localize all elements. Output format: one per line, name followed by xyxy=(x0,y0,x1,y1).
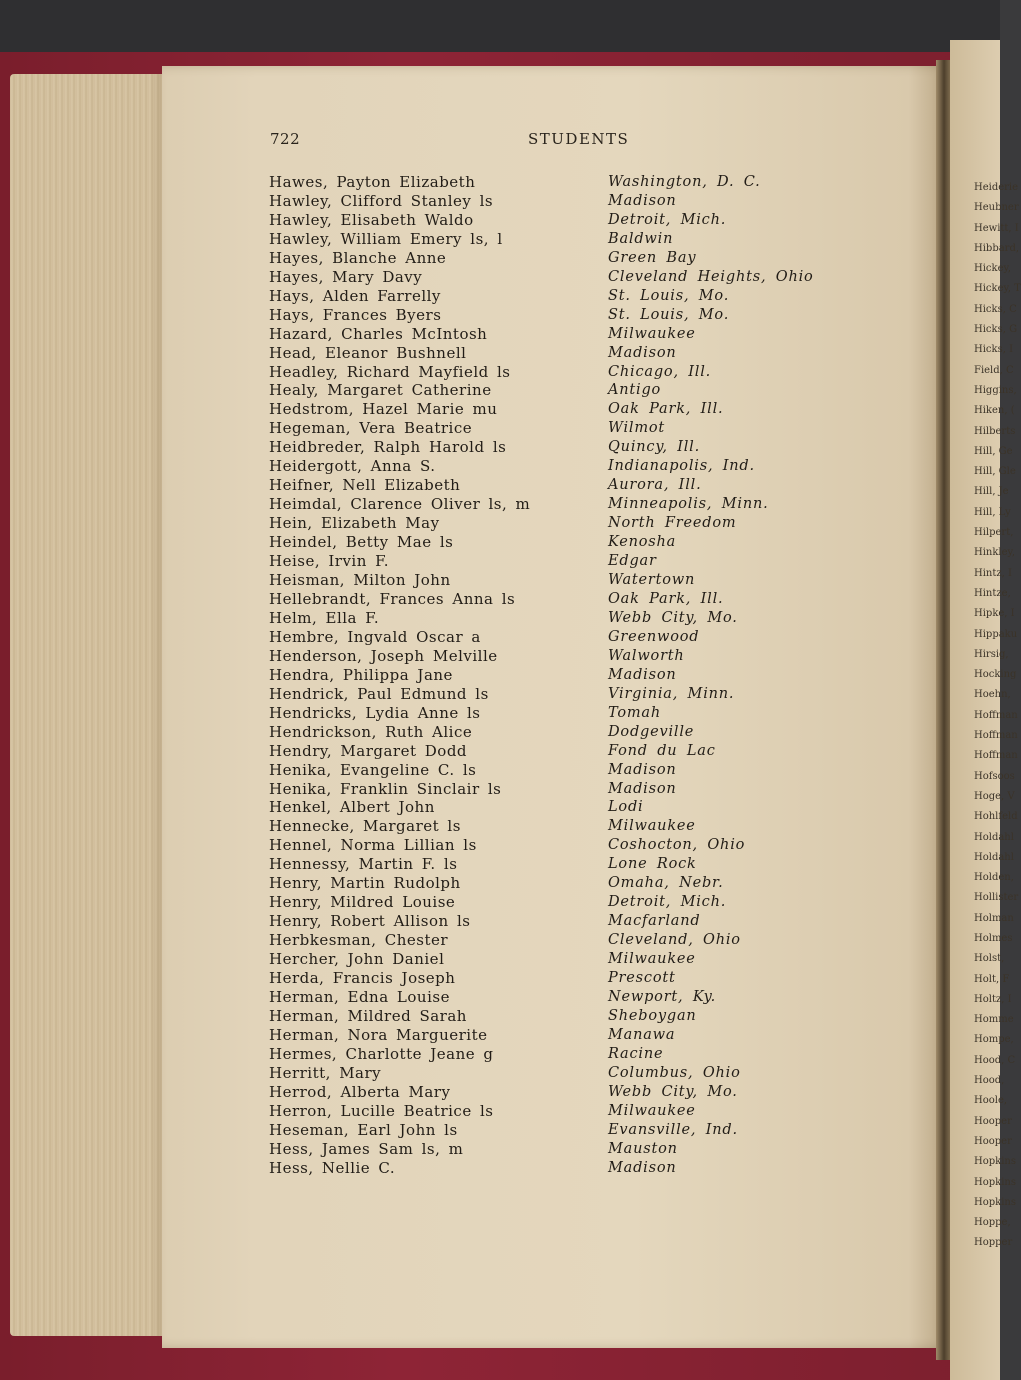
facing-page-line: Hicks, C xyxy=(974,303,1017,315)
student-name: Hendry, Margaret Dodd xyxy=(269,741,468,760)
student-hometown: Dodgeville xyxy=(608,723,695,740)
student-name: Henderson, Joseph Melville xyxy=(269,646,498,665)
facing-page-line: Holt, F xyxy=(974,973,1010,985)
student-hometown: Quincy, Ill. xyxy=(608,439,701,456)
student-name: Heidergott, Anna S. xyxy=(269,457,436,476)
student-entry xyxy=(269,780,869,799)
student-name: Heise, Irvin F. xyxy=(269,552,390,571)
student-entry xyxy=(269,1064,869,1083)
student-hometown: Cleveland Heights, Ohio xyxy=(608,268,814,285)
student-hometown: Manawa xyxy=(608,1026,676,1043)
student-hometown: Detroit, Mich. xyxy=(608,894,727,911)
student-hometown: St. Louis, Mo. xyxy=(608,287,730,304)
student-hometown: Wilmot xyxy=(608,420,666,437)
student-entry xyxy=(269,249,869,268)
student-hometown: Baldwin xyxy=(608,230,674,247)
student-name: Henkel, Albert John xyxy=(269,798,435,817)
student-name: Hawes, Payton Elizabeth xyxy=(269,173,476,191)
student-name: Hedstrom, Hazel Marie mu xyxy=(269,400,498,419)
background xyxy=(0,0,1000,60)
student-name: Heimdal, Clarence Oliver ls, m xyxy=(269,495,531,514)
student-name: Hawley, Elisabeth Waldo xyxy=(269,210,474,229)
student-name: Henika, Evangeline C. ls xyxy=(269,760,477,779)
student-entry xyxy=(269,893,869,912)
student-hometown: Aurora, Ill. xyxy=(608,477,702,494)
facing-page-line: Higgins, xyxy=(974,384,1017,396)
student-name: Hendricks, Lydia Anne ls xyxy=(269,703,481,722)
student-entry xyxy=(269,723,869,742)
student-entry xyxy=(269,325,869,344)
facing-page-line: Holdahl xyxy=(974,831,1014,843)
facing-page-line: Holst, xyxy=(974,953,1005,965)
student-entry xyxy=(269,798,869,817)
student-hometown: Washington, D. C. xyxy=(608,174,761,190)
facing-page-line: Hood, xyxy=(974,1075,1005,1087)
facing-page-line: Holtz, I xyxy=(974,993,1012,1005)
student-name: Headley, Richard Mayfield ls xyxy=(269,362,511,381)
student-hometown: North Freedom xyxy=(608,515,737,532)
student-hometown: Indianapolis, Ind. xyxy=(608,458,755,475)
student-hometown: Minneapolis, Minn. xyxy=(608,496,769,513)
student-name: Helm, Ella F. xyxy=(269,608,380,627)
page-title: STUDENTS xyxy=(528,130,630,148)
student-hometown: Webb City, Mo. xyxy=(608,1083,738,1100)
student-entry xyxy=(269,287,869,306)
facing-page-line: Hill, Gle xyxy=(974,466,1016,478)
student-hometown: Antigo xyxy=(608,382,662,399)
student-name: Herbkesman, Chester xyxy=(269,931,449,950)
student-hometown: Madison xyxy=(608,1159,677,1176)
facing-page-line: Hollister xyxy=(974,892,1019,904)
facing-page-line: Hill, Je xyxy=(974,486,1009,498)
student-hometown: Oak Park, Ill. xyxy=(608,590,724,607)
student-hometown: Prescott xyxy=(608,970,676,987)
facing-page-line: Hoole, xyxy=(974,1095,1008,1107)
student-hometown: Kenosha xyxy=(608,534,677,551)
facing-page-line: Hoffman xyxy=(974,709,1018,721)
student-hometown: Cleveland, Ohio xyxy=(608,932,741,949)
facing-page-line: Hoppe, xyxy=(974,1217,1011,1229)
student-entry xyxy=(269,344,869,363)
student-entry xyxy=(269,571,869,590)
facing-page-line: Hohlfeld xyxy=(974,811,1018,823)
facing-page-line: Hewitt, I xyxy=(974,222,1019,234)
student-entry xyxy=(269,817,869,836)
student-entry xyxy=(269,855,869,874)
student-entry xyxy=(269,590,869,609)
student-name: Herman, Mildred Sarah xyxy=(269,1006,467,1025)
facing-page-line: Hopkins xyxy=(974,1176,1016,1188)
student-hometown: Walworth xyxy=(608,647,685,664)
facing-page-line: Hipke, I xyxy=(974,608,1015,620)
facing-page-line: Hibbard, xyxy=(974,242,1020,254)
student-entry xyxy=(269,685,869,704)
facing-page-line: Heubner xyxy=(974,202,1019,214)
student-name: Hegeman, Vera Beatrice xyxy=(269,419,473,438)
student-entry xyxy=(269,400,869,419)
student-entry xyxy=(269,1007,869,1026)
student-name: Hayes, Mary Davy xyxy=(269,267,423,286)
facing-page-line: Hoffman xyxy=(974,750,1018,762)
student-name: Hays, Alden Farrelly xyxy=(269,286,441,305)
student-hometown: Macfarland xyxy=(608,913,701,930)
student-hometown: Mauston xyxy=(608,1140,678,1157)
student-name: Heseman, Earl John ls xyxy=(269,1120,458,1139)
facing-page-line: Hirsig, xyxy=(974,648,1009,660)
facing-page-line: Hiken, ( xyxy=(974,405,1015,417)
student-entry xyxy=(269,419,869,438)
student-name: Head, Eleanor Bushnell xyxy=(269,343,467,362)
facing-page-line: Hicks, G xyxy=(974,324,1018,336)
student-entry xyxy=(269,514,869,533)
facing-page-line: Hompe, xyxy=(974,1034,1014,1046)
student-hometown: Madison xyxy=(608,192,677,209)
student-entry xyxy=(269,1121,869,1140)
student-name: Hays, Frances Byers xyxy=(269,305,442,324)
facing-page-line: Hicks, I xyxy=(974,344,1014,356)
student-entry xyxy=(269,495,869,514)
student-entry xyxy=(269,1102,869,1121)
student-hometown: Lone Rock xyxy=(608,856,697,873)
student-name: Herman, Edna Louise xyxy=(269,987,450,1006)
student-name: Hermes, Charlotte Jeane g xyxy=(269,1044,494,1063)
student-name: Heisman, Milton John xyxy=(269,571,451,590)
student-name: Hendrickson, Ruth Alice xyxy=(269,722,473,741)
student-entry xyxy=(269,173,869,192)
student-name: Heindel, Betty Mae ls xyxy=(269,533,454,552)
student-name: Hawley, Clifford Stanley ls xyxy=(269,191,494,210)
student-hometown: Tomah xyxy=(608,704,662,721)
student-entry xyxy=(269,363,869,382)
student-name: Hess, James Sam ls, m xyxy=(269,1139,464,1158)
facing-page-line: Hooper xyxy=(974,1115,1012,1127)
facing-page-line: Hooper xyxy=(974,1135,1012,1147)
student-hometown: Milwaukee xyxy=(608,951,696,968)
student-hometown: Milwaukee xyxy=(608,325,696,342)
student-hometown: Coshocton, Ohio xyxy=(608,837,746,854)
student-name: Henry, Robert Allison ls xyxy=(269,912,471,931)
student-name: Herman, Nora Marguerite xyxy=(269,1025,488,1044)
student-entry xyxy=(269,192,869,211)
student-name: Herritt, Mary xyxy=(269,1063,382,1082)
student-entry xyxy=(269,761,869,780)
student-hometown: Chicago, Ill. xyxy=(608,363,712,380)
student-hometown: Columbus, Ohio xyxy=(608,1064,741,1081)
student-name: Henry, Mildred Louise xyxy=(269,893,456,912)
student-name: Hercher, John Daniel xyxy=(269,950,445,969)
student-hometown: Madison xyxy=(608,780,677,797)
facing-page-line: Hofsoos xyxy=(974,770,1015,782)
student-hometown: Green Bay xyxy=(608,249,697,266)
student-entry xyxy=(269,874,869,893)
student-entry xyxy=(269,950,869,969)
student-hometown: Madison xyxy=(608,344,677,361)
student-hometown: Webb City, Mo. xyxy=(608,609,738,626)
student-name: Hendrick, Paul Edmund ls xyxy=(269,684,489,703)
facing-page-line: Hickey, T xyxy=(974,283,1021,295)
facing-page-line: Hopper xyxy=(974,1237,1013,1249)
facing-page-line: Hood, C xyxy=(974,1054,1016,1066)
facing-page-line: Hoge, V xyxy=(974,790,1015,802)
student-hometown: Watertown xyxy=(608,572,696,589)
student-hometown: Milwaukee xyxy=(608,1102,696,1119)
facing-page-line: Hoehn, xyxy=(974,689,1011,701)
student-entry xyxy=(269,457,869,476)
student-entry xyxy=(269,533,869,552)
facing-page-line: Heiderie xyxy=(974,182,1019,193)
student-entry xyxy=(269,552,869,571)
student-hometown: Sheboygan xyxy=(608,1007,697,1024)
student-hometown: Lodi xyxy=(608,799,644,816)
student-hometown: Madison xyxy=(608,666,677,683)
student-hometown: Madison xyxy=(608,761,677,778)
facing-page-line: Hilpert, xyxy=(974,527,1014,539)
student-entry xyxy=(269,704,869,723)
facing-page-line: Holmes xyxy=(974,932,1013,944)
facing-page-line: Hinkley, xyxy=(974,547,1016,559)
student-name: Hess, Nellie C. xyxy=(269,1158,396,1177)
student-list xyxy=(269,173,869,1178)
student-name: Hennel, Norma Lillian ls xyxy=(269,836,477,855)
student-entry xyxy=(269,988,869,1007)
student-hometown: St. Louis, Mo. xyxy=(608,306,730,323)
facing-page-line: Hill, Ly xyxy=(974,506,1011,518)
facing-page-line: Hopkins xyxy=(974,1156,1016,1168)
student-entry xyxy=(269,211,869,230)
facing-page-line: Holden, xyxy=(974,872,1014,884)
page-number: 722 xyxy=(270,130,301,148)
student-entry xyxy=(269,647,869,666)
student-hometown: Greenwood xyxy=(608,628,700,645)
facing-page-line: Hippaku xyxy=(974,628,1018,640)
facing-page-line: Holman xyxy=(974,912,1014,924)
student-name: Heifner, Nell Elizabeth xyxy=(269,476,461,495)
student-entry xyxy=(269,381,869,400)
facing-page-text xyxy=(974,178,1021,1254)
student-entry xyxy=(269,1083,869,1102)
student-hometown: Milwaukee xyxy=(608,818,696,835)
student-hometown: Newport, Ky. xyxy=(608,988,717,1005)
student-name: Herda, Francis Joseph xyxy=(269,969,456,988)
student-entry xyxy=(269,476,869,495)
facing-page-line: Hickey, xyxy=(974,263,1011,275)
student-entry xyxy=(269,1140,869,1159)
facing-page-line: Holdahl xyxy=(974,851,1014,863)
student-name: Hembre, Ingvald Oscar a xyxy=(269,627,481,646)
student-name: Hein, Elizabeth May xyxy=(269,514,440,533)
student-name: Hawley, William Emery ls, l xyxy=(269,229,503,248)
student-name: Hazard, Charles McIntosh xyxy=(269,324,488,343)
student-entry xyxy=(269,1026,869,1045)
student-name: Herron, Lucille Beatrice ls xyxy=(269,1101,494,1120)
facing-page-line: Hocking xyxy=(974,669,1017,681)
student-entry xyxy=(269,931,869,950)
student-entry xyxy=(269,438,869,457)
student-hometown: Evansville, Ind. xyxy=(608,1121,738,1138)
student-entry xyxy=(269,628,869,647)
student-entry xyxy=(269,268,869,287)
facing-page-line: Hintze, xyxy=(974,587,1011,599)
student-name: Hennessy, Martin F. ls xyxy=(269,855,458,874)
student-entry xyxy=(269,306,869,325)
facing-page-line: Hilberts xyxy=(974,425,1016,437)
student-entry xyxy=(269,1045,869,1064)
student-name: Heidbreder, Ralph Harold ls xyxy=(269,438,507,457)
page-edges xyxy=(10,74,168,1336)
student-hometown: Virginia, Minn. xyxy=(608,685,735,702)
student-entry xyxy=(269,912,869,931)
facing-page-line: Field, C xyxy=(974,364,1014,376)
student-name: Healy, Margaret Catherine xyxy=(269,381,492,400)
student-name: Hendra, Philippa Jane xyxy=(269,665,453,684)
student-entry xyxy=(269,230,869,249)
facing-page-line: Homme xyxy=(974,1014,1014,1026)
student-hometown: Omaha, Nebr. xyxy=(608,875,724,892)
student-entry xyxy=(269,969,869,988)
student-entry xyxy=(269,1159,869,1178)
student-hometown: Edgar xyxy=(608,553,657,570)
student-hometown: Detroit, Mich. xyxy=(608,211,727,228)
student-hometown: Fond du Lac xyxy=(608,742,716,759)
student-name: Herrod, Alberta Mary xyxy=(269,1082,451,1101)
student-name: Hayes, Blanche Anne xyxy=(269,248,447,267)
facing-page-line: Hill, Ge xyxy=(974,445,1013,457)
facing-page-line: Hintz, I xyxy=(974,567,1012,579)
student-entry xyxy=(269,609,869,628)
student-name: Hellebrandt, Frances Anna ls xyxy=(269,589,516,608)
student-name: Hennecke, Margaret ls xyxy=(269,817,461,836)
student-name: Henika, Franklin Sinclair ls xyxy=(269,779,502,798)
student-hometown: Racine xyxy=(608,1045,664,1062)
student-hometown: Oak Park, Ill. xyxy=(608,401,724,418)
student-entry xyxy=(269,836,869,855)
student-entry xyxy=(269,666,869,685)
facing-page-line: Hoffman xyxy=(974,730,1018,742)
student-entry xyxy=(269,742,869,761)
facing-page-line: Hopkins xyxy=(974,1196,1016,1208)
student-name: Henry, Martin Rudolph xyxy=(269,874,461,893)
